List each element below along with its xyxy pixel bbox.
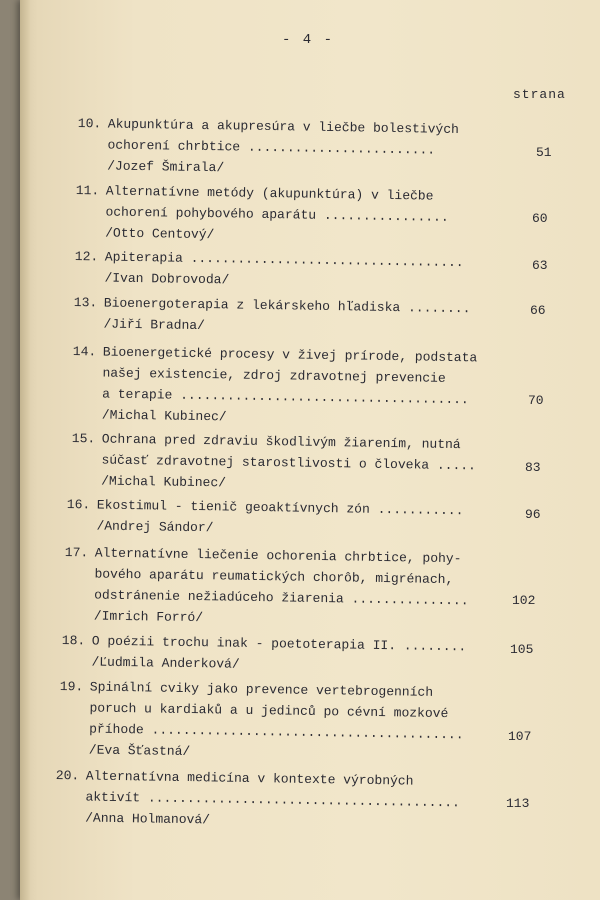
entry-author: /Jiří Bradna/ (103, 316, 206, 334)
entry-page: 96 (525, 507, 541, 522)
entry-author: /Ľudmila Anderková/ (91, 654, 240, 672)
entry-title-line: Alternatívne metódy (akupunktúra) v liečbe (105, 183, 434, 204)
entry-title-line: Apiterapia ................................... (104, 249, 464, 271)
entry-title-line: Ochrana pred zdraviu škodlivým žiarením, nutná (101, 431, 461, 453)
entry-page: 107 (508, 729, 532, 744)
entry-title-line: O poézii trochu inak - poetoterapia II. ........ (91, 633, 467, 655)
entry-author: /Michal Kubinec/ (101, 407, 227, 425)
entry-author: /Ivan Dobrovoda/ (104, 270, 230, 288)
entry-number: 10. (77, 115, 102, 132)
entry-title-line: Akupunktúra a akupresúra v liečbe bolestivých (107, 116, 459, 137)
page-number: - 4 - (282, 32, 335, 48)
entry-page: 113 (506, 796, 530, 811)
entry-title-line: súčasť zdravotnej starostlivosti o človeka ..... (101, 452, 477, 474)
entry-page: 66 (530, 303, 546, 318)
entry-number: 14. (72, 343, 97, 360)
page-column-header: strana (513, 87, 566, 102)
entry-number: 11. (75, 182, 100, 199)
entry-number: 17. (64, 544, 89, 561)
entry-number: 13. (73, 294, 98, 311)
entry-author: /Andrej Sándor/ (96, 518, 214, 536)
entry-title-line: Bioenergetické procesy v živej prírode, podstata (102, 344, 478, 366)
entry-number: 16. (66, 496, 91, 513)
entry-number: 18. (61, 632, 86, 649)
entry-author: /Otto Centový/ (105, 225, 215, 243)
entry-page: 83 (525, 460, 541, 475)
entry-title-line: našej existencie, zdroj zdravotnej prevencie (102, 365, 446, 386)
page-edge (20, 0, 30, 900)
entry-page: 51 (536, 145, 552, 160)
entry-title-line: Alternatívna medicína v kontexte výrobných (85, 768, 414, 789)
entry-author: /Jozef Šmirala/ (107, 158, 225, 176)
entry-title-line: a terapie ..................................... (102, 386, 469, 408)
entry-title-line: aktivít ........................................ (85, 789, 461, 811)
entry-title-line: příhode ........................................ (89, 721, 464, 743)
entry-number: 20. (55, 767, 80, 784)
entry-author: /Anna Holmanová/ (85, 810, 211, 828)
entry-title-line: ochorení chrbtice ........................ (107, 137, 436, 158)
entry-page: 105 (510, 642, 534, 657)
entry-author: /Michal Kubinec/ (101, 473, 227, 491)
entry-page: 63 (532, 258, 548, 273)
entry-author: /Eva Šťastná/ (88, 742, 191, 760)
entry-title-line: odstránenie nežiadúceho žiarenia ............... (94, 587, 469, 609)
entry-number: 15. (71, 430, 96, 447)
entry-author: /Imrich Forró/ (93, 608, 204, 626)
entry-number: 19. (59, 678, 84, 695)
entry-page: 60 (532, 211, 548, 226)
entry-title-line: ochorení pohybového aparátu ................ (105, 204, 449, 225)
entry-title-line: Ekostimul - tienič geoaktívnych zón ........... (96, 497, 464, 519)
document-page (20, 0, 600, 900)
entry-title-line: poruch u kardiaků a u jedinců po cévní mozkové (89, 700, 449, 722)
entry-page: 70 (528, 393, 544, 408)
entry-title-line: Bioenergoterapia z lekárskeho hľadiska ........ (103, 295, 471, 317)
entry-title-line: bového aparátu reumatických chorôb, migrénach, (94, 566, 454, 588)
entry-title-line: Alternatívne liečenie ochorenia chrbtice, pohy- (94, 545, 462, 567)
entry-title-line: Spinální cviky jako prevence vertebrogenních (89, 679, 434, 700)
entry-number: 12. (74, 248, 99, 265)
entry-page: 102 (512, 593, 536, 608)
